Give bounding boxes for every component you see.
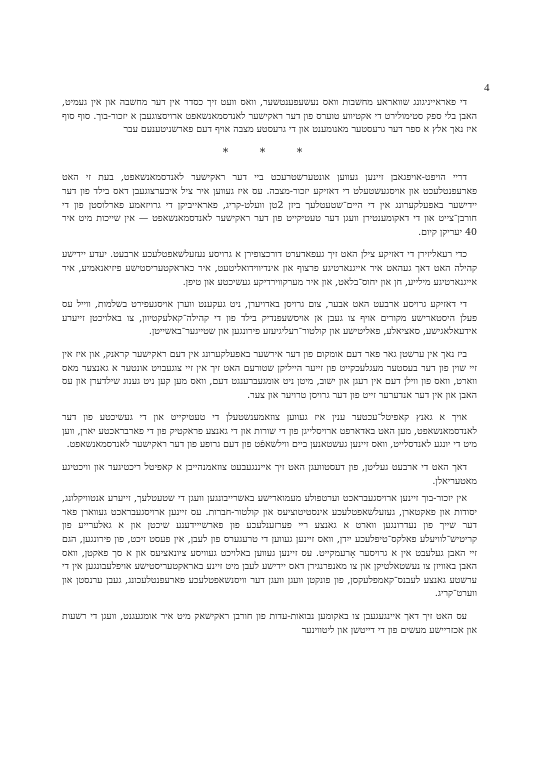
paragraph: אויך א גאנץ קאפיטל־עכטער ענין איז געווען צוזאמענשטעלן די טעטיקייט און די געשיכטע פון דער לאנדסמאנשאפט, מען האט באדארפט ארויסלייגן פון די שורות און די גאנצע פראקטיק פון די פארבראכטע יארן, ווען מיט די יונגע לאנדסלייט, וואס זיינען געשטאנען ביים ווילשאפֿט פון דעם גרופע פון דער ראקישער לאנדסמאנשאפט. [62,412,477,451]
document-body [62,96,477,646]
paragraph: די פאראייניגונג שוואראע מחשבות וואס נעשעפענטשער, וואס וועט זיך כסדר אין דער מחשבה און אין געמיט, האבן בלי ספק סטימולירט די אקטיווע טוערס פון דער ראקישער לאנדסמאנשאפט ארויסצוגעבן א יזכור-בוך. סוף סוף איז נאך אלץ א ספר דער גרעסטער מאנומענט און די גרעסטע מצבה אויף דעם פארשניטענעם עבר [62,97,477,136]
paragraph: דריי הויפט-אויפגאבן זיינען געווען אונטערשטרעכט ביי דער ראקישער לאנדסמאנשאפט, בעת זי האט פארעפנטלעכט און אויסגעשטעלט די דאזיקע יזכור-מצבה. עס איז געווען איר ציל איבערצוגעבן דאס בילד פון דער יידישער באפעלקערונג אין די היים־שטעטלעך ביזן 2טן וועלט-קריג, פאראייביקן די גרויזאמע פארלוסטן פון די חורבן־צייט און די דאקומענטירן וועגן דער טעטיקייט פון דער ראקישער לאנדסמאנשאפט — אין שייכות מיט איר 40 יעריקן קיום. [62,172,478,238]
paragraph: עס האט זיך דאך איינגעגעבן צו באקומען נבואות-עדות פון חורבן ראקישאק מיט איר אומגעגנט, וועגן די רשעות און אכזריישע מעשים פון די דייטשן און ליטווינער [62,611,477,636]
paragraph: כדי רעאליזירן די דאזיקע צילן האט זיך געפאדערט דורכצופירן א גרויסע נעזעלשאפטלעכע ארבעט. יעדע יידישע קהילה האט דאך געהאט איר אייגנארטיגע פרצוף און אינדיווידואליטעט, איר כאראקטעריסטישע פיזיאנאמיע, איר אייגנארטיגע מילייע, חן און יחוס־בלאט, און איר מערקווירדיקע געשיכטע און טיפן. [62,249,477,288]
paragraph: אין יזכור-בוך זיינען ארויסגעבראכט וערטפולע מעמוארישע באשרייבונגען וועגן די שטעטלעך, זייערע אנטוויקלונג, יסודות און פאקטארן, געזעלשאפטלעכע אינסטיטוציעס און קולטור-חברות. עס זיינען ארויסגעבראכט געווארן פאר דער שייך פון נעדרונגען ווארט א גאנצע ריי פערזענלעכע פון פארשייידענע שיכטן און א גאלערייע פון קריטיש־לוויעלע פאלקס־טיפלעכע ייִדן, וואס זיינען געווען די טרעגערס פון לעבן, אין פעסט זיכט, פון פירונגען, הגם זיי האבן געלעבט אין א גרויסער אָרעמקייט. עס זיינען געווען באלויכט געוויסע ציונאציעס און א סך פאקטן, וואס האבן באוויזן צו נעשטאלטיקן און צו מאנפרנגירן דאס יידישע לעבן מיט זיינע באראקטעריסטישע אויפלעבונגען אין די ערשטע גאנצע לעבנס־קאמפלעקסן, פון פונקטן וועגן וועגן דער וויסנשאפטלעכע פארעפנטלעכונג, געבן ערנסטן און ווערט־קריג. [62,493,477,600]
page-number: 4 [484,82,490,94]
paragraph: ביז נאך אין ערשטן גאר פאר דעם אומקום פון דער אירשער באפעלקערונג אין דעם ראקישער קראנק, און איז אין זיי שוין פון דער בעסטער מעגלעכקייט פון זייער הייליקן שטורעם האט זיך אין זיי צוגעבויט אונטער א גאנצער מאס ווארט, וואס פון ווילן דעם אין רעגן און ישוב, מיטן ניט אומגעברענגט דעם, וואס מען קען ניט גענוג שילדערן און עס האבן און אין דער אנדערער זייט פון דער גרויסן טרויער און צער. [62,348,477,401]
paragraph: דאך האט די ארבעט געליטן, פון דעסטוועגן האט זיך אייננגעבעט צוזאמנהייבן א קאפיטל ריכטיגער און וויכטיגע מאטעריאלן. [62,462,477,487]
section-divider: * * * [222,145,317,159]
paragraph: די דאזיקע גרויסע ארבעט האט אבער, צום גרויסן באדויערן, ניט געקענט ווערן אויסגעפירט בשלמות, ווייל עס פעלן היסטארישע מקורים אויף צו געבן אן אויסשעפנדיק בילד פון די קהילה־קאלעקטיוון, צו באלויכטן זייערע אידעאלאגישע, סאציאלע, פאליטישע און קולטור־רעליגיעזע פירונגען און שטייגער־באשייטן. [62,299,477,338]
